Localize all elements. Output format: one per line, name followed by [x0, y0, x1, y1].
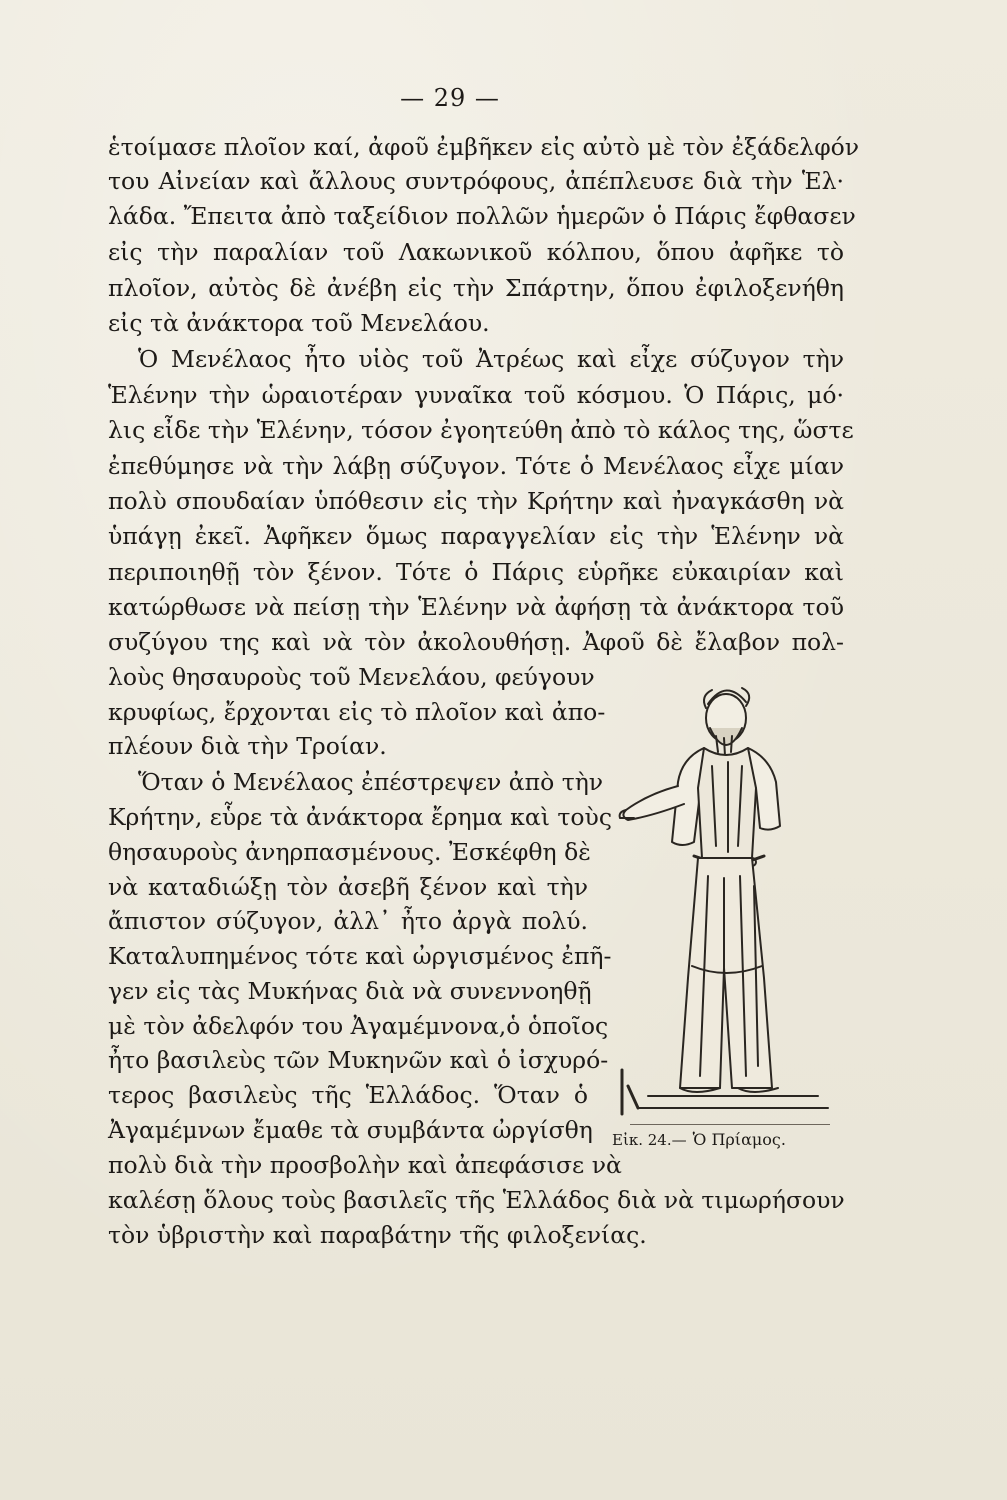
- text-line: νὰ καταδιώξῃ τὸν ἀσεβῆ ξένον καὶ τὴν: [108, 873, 588, 901]
- text-line: εἰς τὰ ἀνάκτορα τοῦ Μενελάου.: [108, 309, 490, 337]
- page-number: — 29 —: [400, 84, 500, 112]
- text-line: πλέουν διὰ τὴν Τροίαν.: [108, 732, 387, 760]
- text-line: Καταλυπημένος τότε καὶ ὠργισμένος ἐπῆ-: [108, 942, 612, 970]
- text-line: μὲ τὸν ἀδελφόν του Ἀγαμέμνονα,ὁ ὁποῖος: [108, 1012, 609, 1040]
- text-line: Ἀγαμέμνων ἔμαθε τὰ συμβάντα ὠργίσθη: [108, 1116, 593, 1144]
- text-line: ἦτο βασιλεὺς τῶν Μυκηνῶν καὶ ὁ ἰσχυρό-: [108, 1046, 609, 1074]
- text-line: ἄπιστον σύζυγον, ἀλλ᾽ ἦτο ἀργὰ πολύ.: [108, 907, 588, 935]
- text-line: ἑτοίμασε πλοῖον καί, ἀφοῦ ἐμβῆκεν εἰς αὐτὸ μὲ τὸν ἐξάδελφόν: [108, 133, 860, 161]
- text-line: Κρήτην, εὗρε τὰ ἀνάκτορα ἔρημα καὶ τοὺς: [108, 803, 612, 831]
- text-line: γεν εἰς τὰς Μυκήνας διὰ νὰ συνεννοηθῇ: [108, 977, 592, 1005]
- priam-statue-illustration: [608, 666, 848, 1128]
- text-line: Ἑλένην τὴν ὡραιοτέραν γυναῖκα τοῦ κόσμου. Ὁ Πάρις, μό·: [108, 381, 844, 409]
- text-line: κατώρθωσε νὰ πείσῃ τὴν Ἑλένην νὰ ἀφήσῃ τὰ ἀνάκτορα τοῦ: [108, 593, 844, 621]
- text-line: καλέσῃ ὅλους τοὺς βασιλεῖς τῆς Ἑλλάδος διὰ νὰ τιμωρήσουν: [108, 1186, 845, 1214]
- caption-title: Ὁ Πρίαμος.: [692, 1130, 786, 1149]
- text-line: του Αἰνείαν καὶ ἄλλους συντρόφους, ἀπέπλευσε διὰ τὴν Ἑλ·: [108, 167, 844, 195]
- text-line: συζύγου της καὶ νὰ τὸν ἀκολουθήσῃ. Ἀφοῦ δὲ ἔλαβον πολ-: [108, 628, 844, 656]
- text-line: τερος βασιλεὺς τῆς Ἑλλάδος. Ὅταν ὁ: [108, 1081, 588, 1109]
- text-line: πολὺ σπουδαίαν ὑπόθεσιν εἰς τὴν Κρήτην καὶ ἠναγκάσθη νὰ: [108, 487, 844, 515]
- text-line: Ὅταν ὁ Μενέλαος ἐπέστρεψεν ἀπὸ τὴν: [138, 768, 604, 796]
- text-line: πολὺ διὰ τὴν προσβολὴν καὶ ἀπεφάσισε νὰ: [108, 1151, 622, 1179]
- text-line: λις εἶδε τὴν Ἑλένην, τόσον ἐγοητεύθη ἀπὸ τὸ κάλος της, ὥστε: [108, 416, 854, 444]
- text-line: ἐπεθύμησε νὰ τὴν λάβῃ σύζυγον. Τότε ὁ Μενέλαος εἶχε μίαν: [108, 452, 844, 480]
- text-line: ὑπάγῃ ἐκεῖ. Ἀφῆκεν ὅμως παραγγελίαν εἰς τὴν Ἑλένην νὰ: [108, 522, 844, 550]
- text-line: τὸν ὑβριστὴν καὶ παραβάτην τῆς φιλοξενίας.: [108, 1221, 647, 1249]
- text-line: λοὺς θησαυροὺς τοῦ Μενελάου, φεύγουν: [108, 663, 595, 691]
- text-line: περιποιηθῇ τὸν ξένον. Τότε ὁ Πάρις εὑρῆκε εὐκαιρίαν καὶ: [108, 558, 844, 586]
- text-line: Ὁ Μενέλαος ἦτο υἱὸς τοῦ Ἀτρέως καὶ εἶχε σύζυγον τὴν: [138, 345, 844, 373]
- text-line: κρυφίως, ἔρχονται εἰς τὸ πλοῖον καὶ ἀπο-: [108, 698, 606, 726]
- text-line: εἰς τὴν παραλίαν τοῦ Λακωνικοῦ κόλπου, ὅπου ἀφῆκε τὸ: [108, 238, 844, 266]
- caption-number: Εἰκ. 24.—: [612, 1131, 687, 1149]
- text-line: πλοῖον, αὐτὸς δὲ ἀνέβη εἰς τὴν Σπάρτην, ὅπου ἐφιλοξενήθη: [108, 274, 844, 302]
- caption-divider: [630, 1124, 830, 1125]
- text-line: λάδα. Ἔπειτα ἀπὸ ταξείδιον πολλῶν ἡμερῶν ὁ Πάρις ἔφθασεν: [108, 202, 856, 230]
- text-line: θησαυροὺς ἀνηρπασμένους. Ἐσκέφθη δὲ: [108, 838, 591, 866]
- figure-caption: [612, 1130, 852, 1149]
